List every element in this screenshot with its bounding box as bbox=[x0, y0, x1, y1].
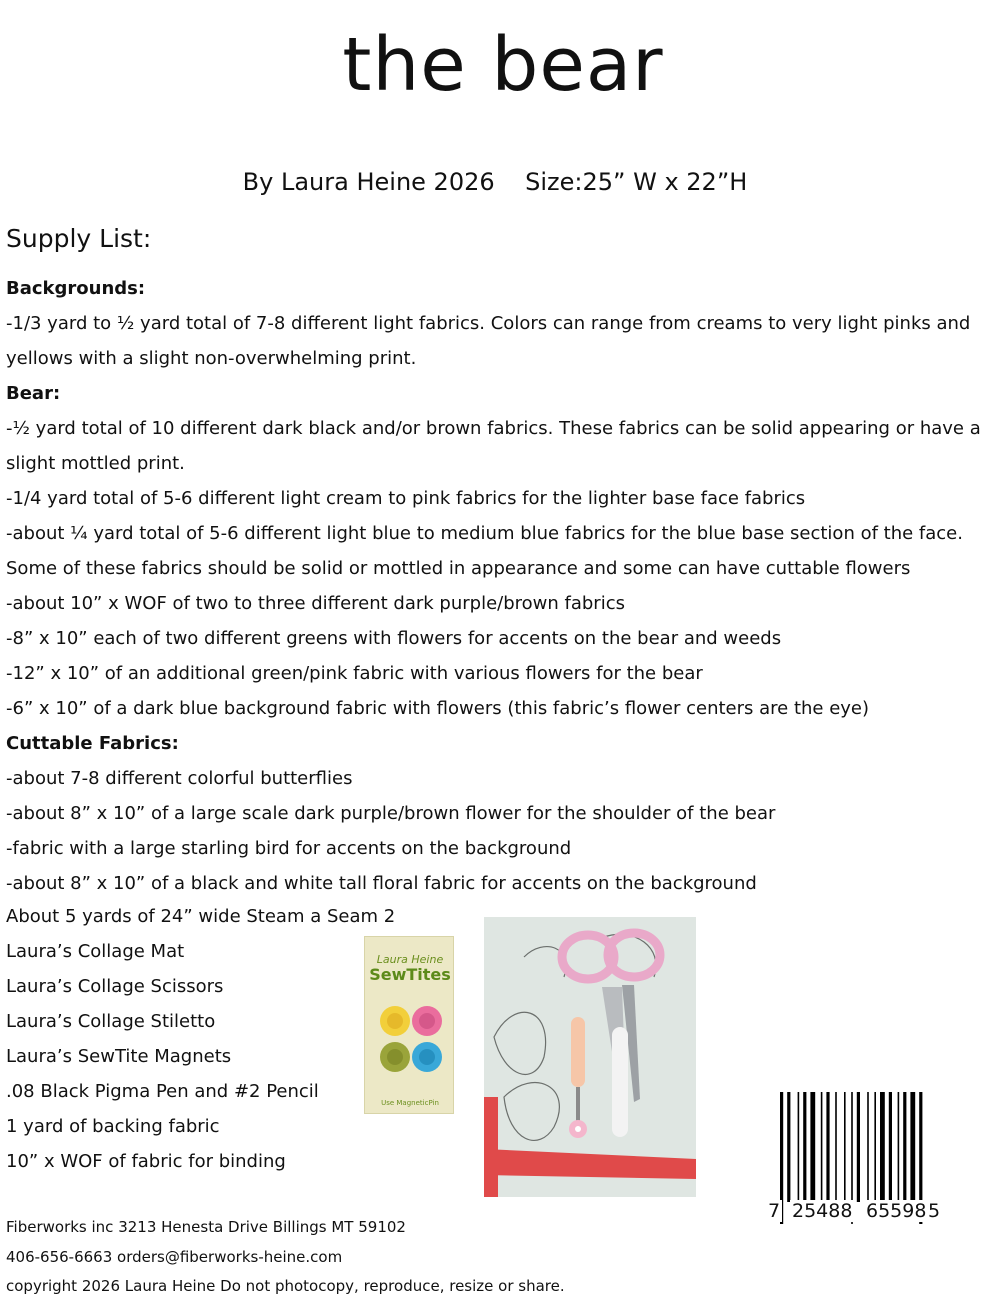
collage-tools-illustration bbox=[484, 917, 696, 1197]
scissors-stiletto-photo bbox=[484, 917, 696, 1197]
package-foot: Use MagneticPin bbox=[381, 1099, 439, 1107]
barcode-bar bbox=[898, 1092, 900, 1202]
barcode-bar bbox=[810, 1092, 815, 1202]
barcode-bar bbox=[889, 1092, 892, 1202]
tool-item: Laura’s Collage Mat bbox=[6, 941, 185, 962]
barcode-group-1: 25488 bbox=[792, 1200, 853, 1222]
barcode-number bbox=[766, 1198, 940, 1224]
tool-item: About 5 yards of 24” wide Steam a Seam 2 bbox=[6, 906, 396, 927]
package-brand: Laura Heine bbox=[376, 953, 444, 966]
barcode-bar bbox=[867, 1092, 869, 1202]
barcode-digit-tail: 5 bbox=[928, 1200, 941, 1222]
barcode-bar bbox=[880, 1092, 885, 1202]
supply-list bbox=[6, 271, 991, 901]
barcode-bar bbox=[826, 1092, 829, 1202]
magnet-flowers-icon bbox=[365, 997, 455, 1107]
barcode-bar bbox=[844, 1092, 846, 1202]
list-item: -½ yard total of 10 different dark black and/or brown fabrics. These fabrics can be solid appearing or have a slight mottled print. bbox=[6, 418, 981, 474]
list-item: -about 8” x 10” of a large scale dark purple/brown flower for the shoulder of the bear bbox=[6, 803, 776, 824]
barcode-group-2: 65598 bbox=[866, 1200, 927, 1222]
list-item: -fabric with a large starling bird for accents on the background bbox=[6, 838, 572, 859]
footer bbox=[6, 1213, 565, 1302]
footer-address: Fiberworks inc 3213 Henesta Drive Billings MT 59102 bbox=[6, 1218, 406, 1236]
byline: By Laura Heine 2026 Size:25” W x 22”H bbox=[242, 168, 748, 196]
list-item: -about 7-8 different colorful butterflies bbox=[6, 768, 353, 789]
sewtites-package-image bbox=[364, 936, 454, 1114]
list-item: -8” x 10” each of two different greens with flowers for accents on the bear and weeds bbox=[6, 628, 782, 649]
barcode-bar bbox=[821, 1092, 823, 1202]
barcode-digit-lead: 7 bbox=[768, 1200, 781, 1222]
tool-item: Laura’s Collage Stiletto bbox=[6, 1011, 216, 1032]
barcode-bar bbox=[910, 1092, 915, 1202]
list-item: -12” x 10” of an additional green/pink fabric with various flowers for the bear bbox=[6, 663, 703, 684]
barcode-bar bbox=[857, 1092, 860, 1202]
list-item: -about 8” x 10” of a black and white tall floral fabric for accents on the background bbox=[6, 873, 757, 894]
tools-list bbox=[6, 899, 396, 1179]
list-item: -1/3 yard to ½ yard total of 7-8 different light fabrics. Colors can range from creams to very light pinks and yellows with a slight non-overwhelming print. bbox=[6, 313, 971, 369]
tool-item: Laura’s Collage Scissors bbox=[6, 976, 224, 997]
page-title: the bear bbox=[342, 22, 664, 108]
barcode-bar bbox=[903, 1092, 906, 1202]
section-heading-cuttable: Cuttable Fabrics: bbox=[6, 733, 179, 754]
tool-item: Laura’s SewTite Magnets bbox=[6, 1046, 232, 1067]
package-name: SewTites bbox=[369, 965, 451, 984]
barcode-bar bbox=[787, 1092, 790, 1202]
barcode-bar bbox=[874, 1092, 876, 1202]
list-item: -1/4 yard total of 5-6 different light cream to pink fabrics for the lighter base face fabrics bbox=[6, 488, 806, 509]
section-heading-bear: Bear: bbox=[6, 383, 61, 404]
list-item: -6” x 10” of a dark blue background fabric with flowers (this fabric’s flower centers are the eye) bbox=[6, 698, 870, 719]
barcode-bar bbox=[798, 1092, 800, 1202]
tool-item: 1 yard of backing fabric bbox=[6, 1116, 220, 1137]
footer-contact: 406-656-6663 orders@fiberworks-heine.com bbox=[6, 1247, 343, 1266]
tool-item: .08 Black Pigma Pen and #2 Pencil bbox=[6, 1081, 319, 1102]
barcode-bar bbox=[835, 1092, 837, 1202]
supply-list-heading: Supply List: bbox=[6, 224, 152, 253]
barcode-bar bbox=[803, 1092, 806, 1202]
list-item: -about ¼ yard total of 5-6 different light blue to medium blue fabrics for the blue base section of the face. Some of these fabrics should be solid or mottled in appearance and some can have cuttable flowers bbox=[6, 523, 963, 579]
section-heading-backgrounds: Backgrounds: bbox=[6, 278, 146, 299]
tool-item: 10” x WOF of fabric for binding bbox=[6, 1151, 286, 1172]
footer-copyright: copyright 2026 Laura Heine Do not photocopy, reproduce, resize or share. bbox=[6, 1277, 565, 1295]
list-item: -about 10” x WOF of two to three different dark purple/brown fabrics bbox=[6, 593, 625, 614]
